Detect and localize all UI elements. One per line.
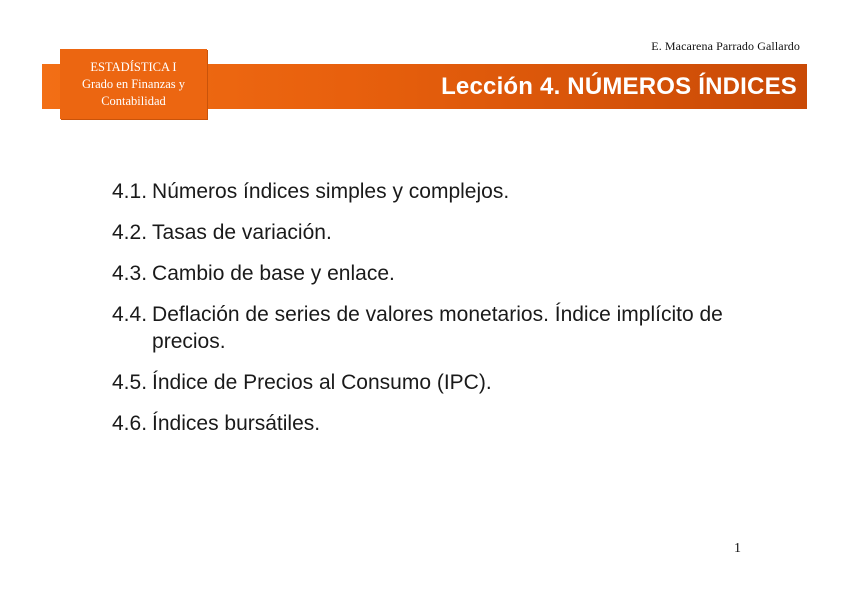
- topic-list: [112, 178, 802, 451]
- course-degree-line1: Grado en Finanzas y: [81, 76, 186, 91]
- topic-number: 4.5.: [112, 371, 148, 394]
- topic-number: 4.1.: [112, 180, 148, 203]
- topic-item: [112, 178, 802, 205]
- topic-text: Índices bursátiles.: [152, 412, 321, 435]
- topic-number: 4.3.: [112, 262, 148, 285]
- lesson-title: Lección 4. NÚMEROS ÍNDICES: [441, 73, 797, 100]
- topic-number: 4.6.: [112, 412, 148, 435]
- page-number: 1: [734, 541, 741, 556]
- topic-text: Deflación de series de valores monetarios. Índice implícito de precios.: [152, 303, 723, 353]
- topic-number: 4.4.: [112, 303, 148, 326]
- course-name: ESTADÍSTICA I: [90, 59, 177, 74]
- topic-item: [112, 369, 802, 396]
- topic-text: Cambio de base y enlace.: [152, 262, 395, 285]
- course-degree-line2: Contabilidad: [101, 93, 166, 108]
- topic-item: [112, 410, 802, 437]
- topic-number: 4.2.: [112, 221, 148, 244]
- topic-item: [112, 301, 802, 355]
- topic-text: Índice de Precios al Consumo (IPC).: [152, 371, 492, 394]
- topic-item: [112, 219, 802, 246]
- author-name: E. Macarena Parrado Gallardo: [651, 39, 800, 53]
- topic-item: [112, 260, 802, 287]
- course-badge: [60, 49, 207, 119]
- topic-text: Números índices simples y complejos.: [152, 180, 510, 203]
- topic-text: Tasas de variación.: [152, 221, 332, 244]
